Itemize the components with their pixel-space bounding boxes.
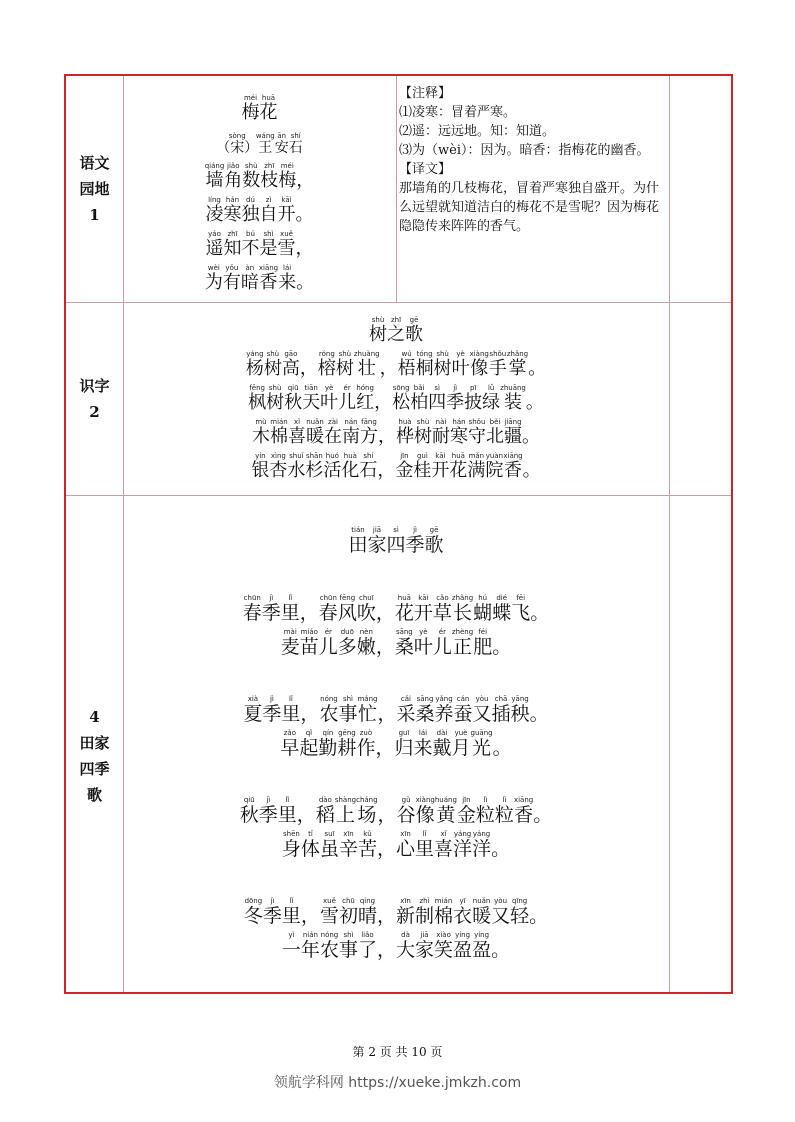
hanzi-char: 是shì — [259, 230, 278, 259]
hanzi-char: 棉mián — [270, 418, 288, 447]
hanzi-char: 一yì — [281, 931, 301, 961]
hanzi-char: 月yuè — [451, 729, 471, 759]
hanzi-char: 柏bǎi — [410, 384, 429, 413]
hanzi-char: 苗miáo — [299, 628, 319, 658]
hanzi-char: 装zhuāng — [500, 384, 526, 413]
hanzi-char: 桂guì — [413, 452, 432, 481]
hanzi-char: ， — [379, 358, 398, 379]
hanzi-char: ， — [300, 905, 320, 927]
hanzi-char: 喜xǐ — [288, 418, 306, 447]
hanzi-char: 季jì — [262, 695, 282, 725]
hanzi-char: 上shàng — [334, 796, 357, 826]
hanzi-char: 季jì — [446, 384, 465, 413]
hanzi-char: 家jiā — [415, 931, 435, 961]
hanzi-char: 手shǒu — [488, 350, 507, 379]
hanzi-char: 黄huáng — [434, 796, 457, 826]
hanzi-char: 冬dōng — [243, 897, 263, 927]
hanzi-char: 夏xià — [243, 695, 263, 725]
hanzi-char: 飞fēi — [511, 594, 531, 624]
hanzi-char: 像xiàng — [415, 796, 435, 826]
song-line — [123, 796, 669, 827]
hanzi-char: 。 — [530, 602, 550, 624]
hanzi-char: 寒hán — [450, 418, 468, 447]
worksheet-table — [64, 74, 733, 994]
hanzi-char: 忙máng — [357, 695, 378, 725]
hanzi-char: 归guī — [394, 729, 414, 759]
hanzi-char: 吹chuī — [356, 594, 376, 624]
hanzi-char: 身shēn — [281, 830, 301, 860]
song-title — [123, 316, 669, 346]
hanzi-char: 儿ér — [338, 384, 357, 413]
hanzi-char: 榕róng — [317, 350, 336, 379]
translation-heading: 【译文】 — [399, 162, 452, 177]
page-number: 第 2 页 共 10 页 — [352, 1045, 443, 1059]
hanzi-char: 在zài — [324, 418, 342, 447]
hanzi-char: 疆jiāng — [504, 418, 522, 447]
hanzi-char: 梅méi — [278, 162, 297, 191]
hanzi-char: 歌gē — [405, 316, 423, 345]
hanzi-char: 体tǐ — [300, 830, 320, 860]
hanzi-char: 叶yè — [320, 384, 339, 413]
hanzi-char: 叶yè — [451, 350, 470, 379]
poem-line — [123, 162, 396, 192]
hanzi-char: 初chū — [338, 897, 358, 927]
hanzi-char: 石shí — [359, 452, 378, 481]
hanzi-char: 遥yáo — [205, 230, 224, 259]
hanzi-char: 盈yíng — [472, 931, 492, 961]
hanzi-char: 。 — [529, 703, 549, 725]
hanzi-char: ， — [300, 703, 320, 725]
hanzi-char: 树shù — [414, 418, 432, 447]
hanzi-char: 为wèi — [204, 264, 223, 293]
song-line — [123, 384, 669, 414]
hanzi-char: 虽suī — [319, 830, 339, 860]
hanzi-char: 事shì — [338, 931, 358, 961]
hanzi-char: 勤qín — [318, 729, 338, 759]
column-divider — [669, 76, 670, 992]
song-line — [123, 594, 669, 625]
hanzi-char: 季jì — [261, 594, 281, 624]
punctuation: 。 — [295, 204, 314, 225]
hanzi-char: 不bú — [241, 230, 260, 259]
hanzi-char: 轻qīng — [510, 897, 530, 927]
hanzi-char: 独dú — [241, 196, 260, 225]
row-label-tianjia-siji-ge: 4 田家 四季 歌 — [79, 708, 110, 804]
hanzi-char: ， — [377, 703, 397, 725]
song-line — [123, 418, 669, 448]
hanzi-char: 花huā — [449, 452, 468, 481]
hanzi-char: 风fēng — [337, 594, 357, 624]
hanzi-char: 雪xuě — [277, 230, 296, 259]
hanzi-char: 。 — [491, 838, 511, 860]
hanzi-char: 院yuàn — [485, 452, 504, 481]
hanzi-char: 苦kǔ — [357, 830, 377, 860]
hanzi-char: 凌líng — [205, 196, 224, 225]
hanzi-char: 衣yī — [453, 897, 473, 927]
hanzi-char: 春chūn — [318, 594, 338, 624]
hanzi-char: 枫fēng — [248, 384, 267, 413]
hanzi-char: 四sì — [428, 384, 447, 413]
hanzi-char: 来lái — [278, 264, 297, 293]
hanzi-char: 花huā — [394, 594, 414, 624]
hanzi-char: 多duō — [337, 628, 357, 658]
row-label-shizi: 识字 2 — [79, 377, 110, 421]
hanzi-char: 早zǎo — [280, 729, 300, 759]
hanzi-char: 像xiàng — [469, 350, 489, 379]
hanzi-char: 开kāi — [277, 196, 296, 225]
hanzi-char: 了liǎo — [357, 931, 377, 961]
hanzi-char: 晴qíng — [357, 897, 377, 927]
poem-title — [123, 94, 396, 124]
hanzi-char: 雪xuě — [319, 897, 339, 927]
song-line — [123, 452, 669, 482]
poem-author: （宋sòng）王wáng安ān石shí — [216, 132, 303, 156]
hanzi-char: ， — [377, 804, 397, 826]
hanzi-char: 肥féi — [473, 628, 493, 658]
hanzi-char: 谷gǔ — [396, 796, 416, 826]
poem-notes — [399, 84, 665, 236]
hanzi-char: 蝶dié — [492, 594, 512, 624]
punctuation: ， — [296, 170, 315, 191]
hanzi-char: 香xiāng — [258, 264, 279, 293]
song-title — [123, 526, 669, 557]
hanzi-char: 暗àn — [240, 264, 259, 293]
hanzi-char: 梅méi — [241, 94, 260, 123]
hanzi-char: ， — [376, 905, 396, 927]
hanzi-char: 耕gēng — [337, 729, 357, 759]
hanzi-char: 起qǐ — [299, 729, 319, 759]
hanzi-char: 桦huà — [396, 418, 414, 447]
hanzi-char: 树shù — [266, 384, 285, 413]
hanzi-char: 里lǐ — [415, 830, 435, 860]
hanzi-char: 暖nuǎn — [306, 418, 324, 447]
hanzi-char: 季jì — [262, 897, 282, 927]
hanzi-char: 光guāng — [470, 729, 493, 759]
hanzi-char: 耐nài — [432, 418, 450, 447]
hanzi-char: 季jì — [258, 796, 278, 826]
hanzi-char: 春chūn — [242, 594, 262, 624]
hanzi-char: ， — [375, 602, 395, 624]
column-divider — [396, 76, 397, 302]
hanzi-char: 知zhī — [223, 230, 242, 259]
hanzi-char: ， — [375, 737, 395, 759]
hanzi-char: 水shuǐ — [287, 452, 306, 481]
hanzi-char: 草cǎo — [432, 594, 452, 624]
hanzi-char: 杨yáng — [245, 350, 264, 379]
hanzi-char: ， — [376, 939, 396, 961]
hanzi-char: 家jiā — [367, 526, 387, 556]
hanzi-char: 事shì — [338, 695, 358, 725]
hanzi-char: 数shù — [242, 162, 261, 191]
hanzi-char: 场cháng — [356, 796, 378, 826]
hanzi-char: 树shù — [433, 350, 452, 379]
hanzi-char: 戴dài — [432, 729, 452, 759]
hanzi-char: 插chā — [491, 695, 511, 725]
hanzi-char: 天tiān — [302, 384, 321, 413]
hanzi-char: 养yǎng — [434, 695, 454, 725]
note-item: ⑵遥：远远地。知：知道。 — [399, 124, 556, 139]
punctuation: 。 — [296, 272, 315, 293]
hanzi-char: 心xīn — [396, 830, 416, 860]
hanzi-char: 自zì — [259, 196, 278, 225]
hanzi-char: 蚕cán — [453, 695, 473, 725]
hanzi-char: 。 — [522, 426, 540, 447]
notes-heading: 【注释】 — [399, 86, 452, 101]
hanzi-char: 长zhǎng — [451, 594, 474, 624]
hanzi-char: 之zhī — [387, 316, 405, 345]
hanzi-char: 儿ér — [432, 628, 452, 658]
hanzi-char: 作zuò — [356, 729, 376, 759]
hanzi-char: 暖nuǎn — [472, 897, 492, 927]
hanzi-char: 树shù — [369, 316, 387, 345]
hanzi-char: 。 — [529, 905, 549, 927]
punctuation: ， — [295, 238, 314, 259]
hanzi-char: 来lái — [413, 729, 433, 759]
hanzi-char: 洋yáng — [453, 830, 473, 860]
hanzi-char: 大dà — [396, 931, 416, 961]
hanzi-char: 洋yáng — [472, 830, 492, 860]
hanzi-char: 里lǐ — [281, 897, 301, 927]
hanzi-char: 开kāi — [413, 594, 433, 624]
hanzi-char: 棉mián — [434, 897, 454, 927]
hanzi-char: 红hóng — [356, 384, 375, 413]
hanzi-char: 桐tóng — [415, 350, 434, 379]
hanzi-char: 金jīn — [456, 796, 476, 826]
hanzi-char: 农nóng — [319, 931, 339, 961]
hanzi-char: 守shǒu — [468, 418, 486, 447]
hanzi-char: 正zhèng — [451, 628, 474, 658]
hanzi-char: 稻dào — [315, 796, 335, 826]
hanzi-char: 开kāi — [431, 452, 450, 481]
hanzi-char: ， — [299, 358, 318, 379]
hanzi-char: 木mù — [252, 418, 270, 447]
hanzi-char: 寒hán — [223, 196, 242, 225]
hanzi-char: 。 — [492, 636, 512, 658]
hanzi-char: 树shù — [335, 350, 354, 379]
note-item: ⑴凌寒：冒着严寒。 — [399, 105, 517, 120]
hanzi-char: 农nóng — [319, 695, 339, 725]
translation-text: 那墙角的几枝梅花，冒着严寒独自盛开。为什么远望就知道洁白的梅花不是雪呢？因为梅花隐隐传来阵阵的香气。 — [399, 181, 660, 234]
hanzi-char: 方fāng — [360, 418, 378, 447]
hanzi-char: 粒lì — [494, 796, 514, 826]
hanzi-char: 满mǎn — [467, 452, 486, 481]
site-watermark: 领航学科网 https://xueke.jmkzh.com — [273, 1075, 522, 1091]
song-line — [123, 695, 669, 726]
note-item: ⑶为（wèi）：因为。暗香：指梅花的幽香。 — [399, 143, 650, 158]
hanzi-char: 笑xiào — [434, 931, 454, 961]
hanzi-char: ， — [374, 392, 393, 413]
hanzi-char: 里lǐ — [277, 796, 297, 826]
hanzi-char: ， — [376, 838, 396, 860]
hanzi-char: 披pī — [464, 384, 483, 413]
hanzi-char: 嫩nèn — [356, 628, 376, 658]
hanzi-char: ， — [375, 636, 395, 658]
song-line — [123, 897, 669, 928]
hanzi-char: 南nán — [342, 418, 360, 447]
hanzi-char: 香xiāng — [513, 796, 534, 826]
hanzi-char: 掌zhǎng — [506, 350, 529, 379]
hanzi-char: 。 — [533, 804, 553, 826]
hanzi-char: 壮zhuàng — [353, 350, 380, 379]
hanzi-char: 。 — [492, 737, 512, 759]
hanzi-char: 墙qiáng — [204, 162, 225, 191]
hanzi-char: 四sì — [386, 526, 406, 556]
hanzi-char: 歌gē — [424, 526, 444, 556]
hanzi-char: 年nián — [300, 931, 320, 961]
hanzi-char: 又yòu — [472, 695, 492, 725]
hanzi-char: 化huà — [341, 452, 360, 481]
hanzi-char: 田tián — [348, 526, 368, 556]
hanzi-char: 高gāo — [281, 350, 300, 379]
hanzi-char: ， — [377, 460, 396, 481]
song-line — [123, 628, 669, 659]
hanzi-char: 新xīn — [396, 897, 416, 927]
hanzi-char: 北běi — [486, 418, 504, 447]
row-divider — [66, 495, 731, 496]
hanzi-char: 角jiǎo — [224, 162, 243, 191]
hanzi-char: 制zhì — [415, 897, 435, 927]
song-line — [123, 931, 669, 962]
hanzi-char: 树shù — [263, 350, 282, 379]
hanzi-char: 辛xīn — [338, 830, 358, 860]
hanzi-char: 叶yè — [413, 628, 433, 658]
row-divider — [66, 302, 731, 303]
hanzi-char: 喜xǐ — [434, 830, 454, 860]
hanzi-char: 桑sāng — [394, 628, 414, 658]
hanzi-char: 采cǎi — [396, 695, 416, 725]
poem-line — [123, 230, 396, 260]
hanzi-char: 儿ér — [318, 628, 338, 658]
hanzi-char: 花huā — [259, 94, 278, 123]
poem-line — [123, 264, 396, 294]
hanzi-char: 麦mài — [280, 628, 300, 658]
hanzi-char: 松sōng — [392, 384, 411, 413]
hanzi-char: 里lǐ — [280, 594, 300, 624]
hanzi-char: ， — [296, 804, 316, 826]
hanzi-char: 粒lì — [475, 796, 495, 826]
hanzi-char: 秧yāng — [510, 695, 530, 725]
hanzi-char: 杉shān — [305, 452, 324, 481]
poem-line — [123, 196, 396, 226]
hanzi-char: 梧wú — [397, 350, 416, 379]
hanzi-char: 。 — [528, 358, 547, 379]
hanzi-char: 香xiāng — [503, 452, 523, 481]
hanzi-char: 盈yíng — [453, 931, 473, 961]
hanzi-char: 。 — [525, 392, 544, 413]
hanzi-char: 枝zhī — [260, 162, 279, 191]
hanzi-char: 。 — [522, 460, 541, 481]
hanzi-char: 银yín — [251, 452, 270, 481]
hanzi-char: 里lǐ — [281, 695, 301, 725]
hanzi-char: 秋qiū — [239, 796, 259, 826]
hanzi-char: 蝴hú — [473, 594, 493, 624]
hanzi-char: 金jīn — [395, 452, 414, 481]
row-label-yuwen-yuandi: 语文 园地 1 — [79, 154, 110, 224]
hanzi-char: 秋qiū — [284, 384, 303, 413]
hanzi-char: 活huó — [323, 452, 342, 481]
hanzi-char: 有yǒu — [222, 264, 241, 293]
hanzi-char: 桑sāng — [415, 695, 435, 725]
hanzi-char: 季jì — [405, 526, 425, 556]
hanzi-char: ， — [378, 426, 396, 447]
hanzi-char: 又yòu — [491, 897, 511, 927]
song-line — [123, 350, 669, 380]
hanzi-char: ， — [299, 602, 319, 624]
hanzi-char: 绿lǜ — [482, 384, 501, 413]
song-line — [123, 729, 669, 760]
song-line — [123, 830, 669, 861]
hanzi-char: 杏xìng — [269, 452, 288, 481]
hanzi-char: 。 — [491, 939, 511, 961]
